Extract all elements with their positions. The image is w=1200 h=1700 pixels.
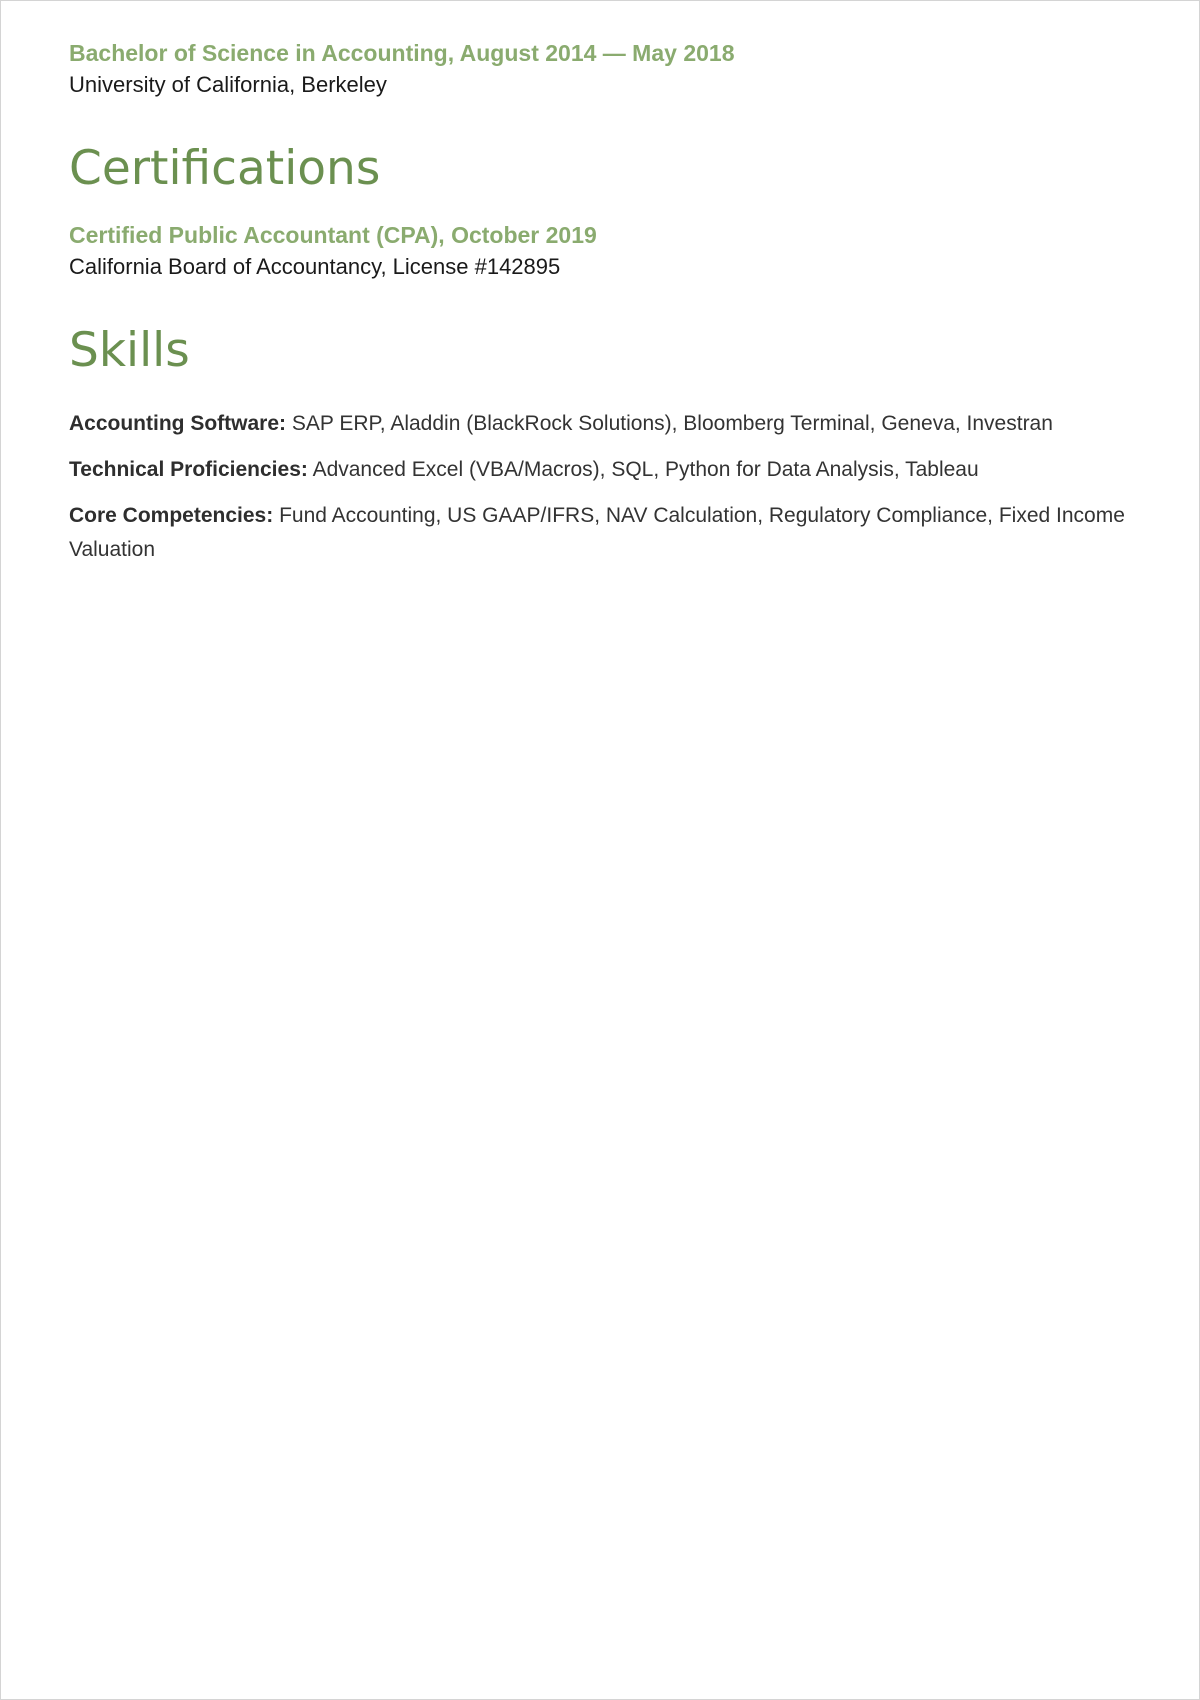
skill-core-competencies <box>69 499 1139 567</box>
certifications-heading: Certifications <box>69 141 381 196</box>
skill-label: Accounting Software: <box>69 412 287 435</box>
skill-accounting-software <box>69 407 1139 441</box>
certification-issuer: California Board of Accountancy, License #142895 <box>69 254 561 279</box>
certifications-section <box>69 139 1139 283</box>
skills-heading: Skills <box>69 323 190 378</box>
degree-title: Bachelor of Science in Accounting, August 2014 — May 2018 <box>69 40 735 66</box>
skill-technical-proficiencies <box>69 453 1139 487</box>
skills-section <box>69 321 1139 567</box>
resume-content <box>69 37 1139 579</box>
certification-title: Certified Public Accountant (CPA), October 2019 <box>69 222 597 248</box>
skill-value: SAP ERP, Aladdin (BlackRock Solutions), Bloomberg Terminal, Geneva, Investran <box>291 412 1053 435</box>
education-entry <box>69 37 1139 101</box>
school-name: University of California, Berkeley <box>69 72 387 97</box>
skill-value: Advanced Excel (VBA/Macros), SQL, Python for Data Analysis, Tableau <box>312 458 979 481</box>
certification-entry <box>69 219 1139 283</box>
skill-label: Technical Proficiencies: <box>69 458 308 481</box>
skill-label: Core Competencies: <box>69 504 274 527</box>
skill-value: Fund Accounting, US GAAP/IFRS, NAV Calculation, Regulatory Compliance, Fixed Income Valuation <box>69 504 1125 561</box>
